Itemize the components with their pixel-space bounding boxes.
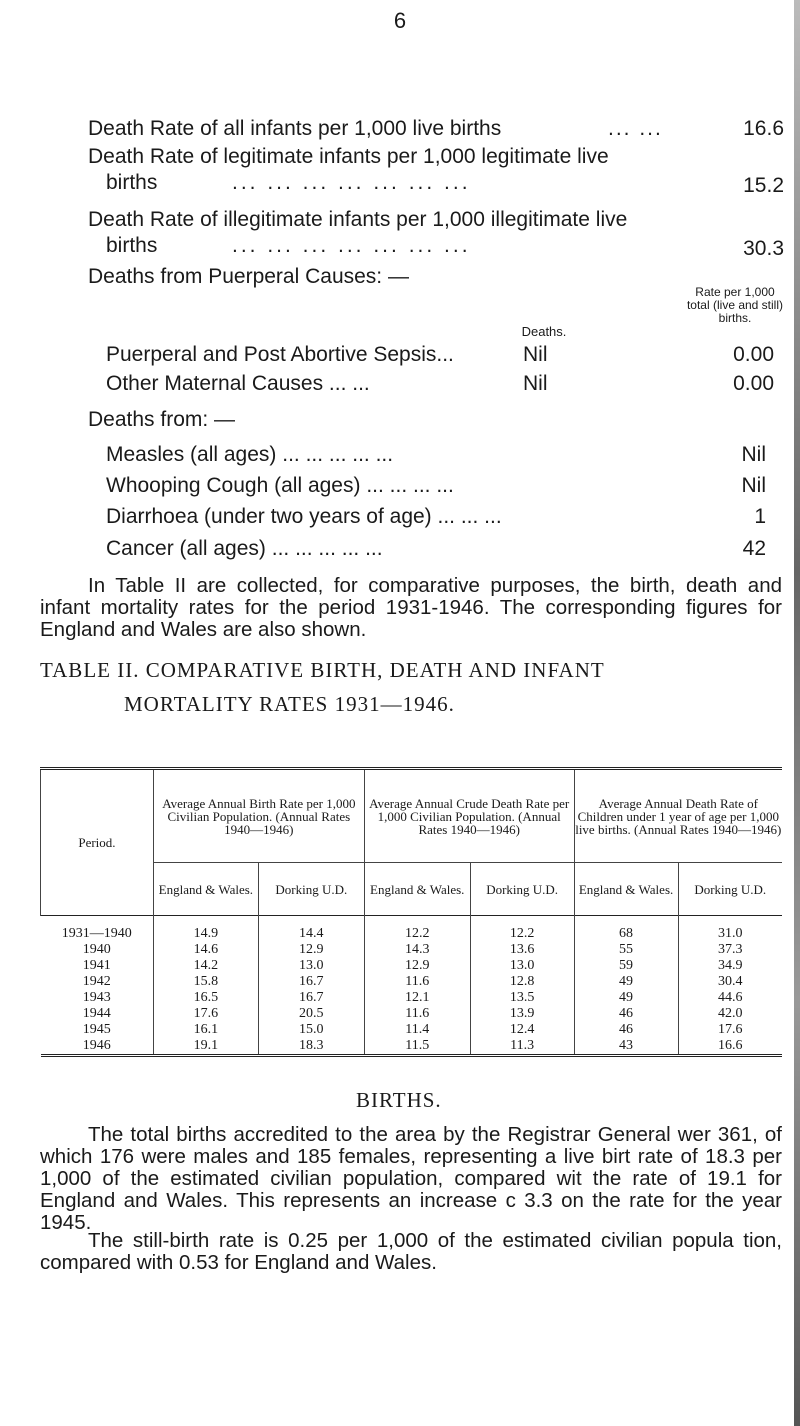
rate-cell: 19.1 — [153, 1038, 258, 1056]
measles-value: Nil — [741, 443, 766, 466]
period-cell: 1941 — [82, 958, 111, 973]
sub-header-dorking: Dorking U.D. — [678, 863, 782, 916]
rate-cell: 46 — [574, 1022, 678, 1038]
rate-cell: 11.5 — [364, 1038, 470, 1056]
diarrhoea-value: 1 — [754, 505, 766, 528]
rate-cell: 14.9 — [153, 916, 258, 943]
diarrhoea-label: Diarrhoea (under two years of age) ... ... ... — [106, 505, 502, 528]
rate-cell: 30.4 — [678, 974, 782, 990]
rate-cell: 16.1 — [153, 1022, 258, 1038]
rate-all-infants-label: Death Rate of all infants per 1,000 live births — [88, 117, 502, 140]
other-maternal-label: Other Maternal Causes ... ... — [106, 372, 370, 395]
infant-death-rate-header: Average Annual Death Rate of Children under 1 year of age per 1,000 live births. (Annual Rates 1940—1946) — [574, 769, 782, 863]
rate-illegitimate-label-1: Death Rate of illegitimate infants per 1,000 illegitimate live — [88, 208, 628, 231]
rate-cell: 17.6 — [678, 1022, 782, 1038]
table-row — [41, 990, 783, 1006]
rate-cell: 43 — [574, 1038, 678, 1056]
rate-cell: 68 — [574, 916, 678, 943]
other-maternal-rate: 0.00 — [733, 372, 774, 395]
period-cell: 1944 — [82, 1006, 111, 1021]
rate-cell: 15.0 — [258, 1022, 364, 1038]
sub-header-england-wales: England & Wales. — [364, 863, 470, 916]
period-cell: 1942 — [82, 974, 111, 989]
rate-cell: 11.6 — [364, 974, 470, 990]
rate-legitimate-label-1: Death Rate of legitimate infants per 1,000 legitimate live — [88, 145, 609, 168]
cancer-value: 42 — [742, 537, 766, 560]
rate-cell: 12.8 — [470, 974, 574, 990]
table-row — [41, 1006, 783, 1022]
rate-cell: 16.7 — [258, 974, 364, 990]
rate-cell: 15.8 — [153, 974, 258, 990]
rate-cell: 13.9 — [470, 1006, 574, 1022]
rate-cell: 16.5 — [153, 990, 258, 1006]
rate-cell: 12.2 — [364, 916, 470, 943]
rate-cell: 13.5 — [470, 990, 574, 1006]
rate-cell: 12.1 — [364, 990, 470, 1006]
rate-cell: 16.7 — [258, 990, 364, 1006]
rate-cell: 11.3 — [470, 1038, 574, 1056]
rate-illegitimate-label-2: births — [106, 234, 158, 257]
period-header: Period. — [41, 769, 154, 916]
sub-header-dorking: Dorking U.D. — [258, 863, 364, 916]
period-cell: 1945 — [82, 1022, 111, 1037]
table-row — [41, 958, 783, 974]
whooping-cough-label: Whooping Cough (all ages) ... ... ... ... — [106, 474, 454, 497]
rate-cell: 59 — [574, 958, 678, 974]
rate-cell: 44.6 — [678, 990, 782, 1006]
puerperal-heading: Deaths from Puerperal Causes: — — [88, 265, 409, 288]
births-paragraph-2: The still-birth rate is 0.25 per 1,000 of the estimated civilian popula tion, compared with 0.53 for England and Wales. — [40, 1229, 782, 1274]
other-maternal-deaths: Nil — [523, 372, 548, 395]
rate-cell: 13.0 — [258, 958, 364, 974]
cancer-label: Cancer (all ages) ... ... ... ... ... — [106, 537, 383, 560]
rate-column-header: Rate per 1,000 total (live and still) births. — [686, 285, 784, 325]
table-title-line-2: MORTALITY RATES 1931—1946. — [124, 692, 455, 716]
page-edge-shadow — [794, 0, 800, 1426]
rate-cell: 12.4 — [470, 1022, 574, 1038]
puerperal-sepsis-deaths: Nil — [523, 343, 548, 366]
rate-cell: 14.4 — [258, 916, 364, 943]
birth-rate-header: Average Annual Birth Rate per 1,000 Civilian Population. (Annual Rates 1940—1946) — [153, 769, 364, 863]
rate-cell: 37.3 — [678, 942, 782, 958]
rate-cell: 18.3 — [258, 1038, 364, 1056]
sub-header-england-wales: England & Wales. — [574, 863, 678, 916]
sub-header-dorking: Dorking U.D. — [470, 863, 574, 916]
rate-cell: 11.4 — [364, 1022, 470, 1038]
table-row — [41, 942, 783, 958]
intro-paragraph: In Table II are collected, for comparative purposes, the birth, death and infant mortality rates for the period 1931-1946. The corresponding figures for England and Wales are also shown. — [40, 574, 782, 641]
comparative-rates-table — [40, 767, 782, 1057]
whooping-cough-value: Nil — [741, 474, 766, 497]
rate-cell: 12.9 — [364, 958, 470, 974]
rate-legitimate-value: 15.2 — [743, 174, 784, 197]
table-row — [41, 1022, 783, 1038]
rate-cell: 14.6 — [153, 942, 258, 958]
rate-cell: 34.9 — [678, 958, 782, 974]
deaths-column-header: Deaths. — [521, 324, 567, 339]
rate-cell: 31.0 — [678, 916, 782, 943]
rate-all-infants-dots: ... ... — [608, 117, 663, 140]
puerperal-sepsis-label: Puerperal and Post Abortive Sepsis... — [106, 343, 454, 366]
table-body — [41, 916, 783, 1056]
period-cell: 1943 — [82, 990, 111, 1005]
rate-cell: 13.0 — [470, 958, 574, 974]
period-cell: 1931—1940 — [61, 926, 132, 941]
births-heading: BIRTHS. — [356, 1088, 442, 1112]
rate-cell: 14.2 — [153, 958, 258, 974]
rate-cell: 13.6 — [470, 942, 574, 958]
puerperal-sepsis-rate: 0.00 — [733, 343, 774, 366]
births-paragraph-1: The total births accredited to the area by the Registrar General wer 361, of which 176 were males and 185 females, representing a live birt rate of 18.3 per 1,000 of the estimated civilian population, compared wit the rate of 19.1 for England and Wales. This represents an increase c 3.3 on the rate for the year 1945. — [40, 1123, 782, 1234]
sub-header-england-wales: England & Wales. — [153, 863, 258, 916]
rate-cell: 42.0 — [678, 1006, 782, 1022]
rate-legitimate-label-2: births — [106, 171, 158, 194]
rate-cell: 49 — [574, 990, 678, 1006]
period-cell: 1940 — [82, 942, 111, 957]
deaths-from-heading: Deaths from: — — [88, 408, 236, 431]
table-title-line-1: TABLE II. COMPARATIVE BIRTH, DEATH AND INFANT — [40, 658, 605, 682]
rate-cell: 12.9 — [258, 942, 364, 958]
rate-legitimate-dots: ... ... ... ... ... ... ... — [232, 171, 471, 194]
rate-cell: 16.6 — [678, 1038, 782, 1056]
rate-illegitimate-value: 30.3 — [743, 237, 784, 260]
measles-label: Measles (all ages) ... ... ... ... ... — [106, 443, 394, 466]
death-rate-header: Average Annual Crude Death Rate per 1,000 Civilian Population. (Annual Rates 1940—1946) — [364, 769, 574, 863]
page-number: 6 — [393, 8, 407, 33]
rate-cell: 55 — [574, 942, 678, 958]
rate-cell: 11.6 — [364, 1006, 470, 1022]
table-row — [41, 974, 783, 990]
rate-cell: 14.3 — [364, 942, 470, 958]
rate-all-infants-value: 16.6 — [743, 117, 784, 140]
rate-cell: 46 — [574, 1006, 678, 1022]
table-row — [41, 1038, 783, 1056]
table-row — [41, 916, 783, 943]
rate-cell: 49 — [574, 974, 678, 990]
period-cell: 1946 — [82, 1038, 111, 1053]
rate-cell: 20.5 — [258, 1006, 364, 1022]
rate-cell: 17.6 — [153, 1006, 258, 1022]
rate-cell: 12.2 — [470, 916, 574, 943]
rate-illegitimate-dots: ... ... ... ... ... ... ... — [232, 234, 471, 257]
